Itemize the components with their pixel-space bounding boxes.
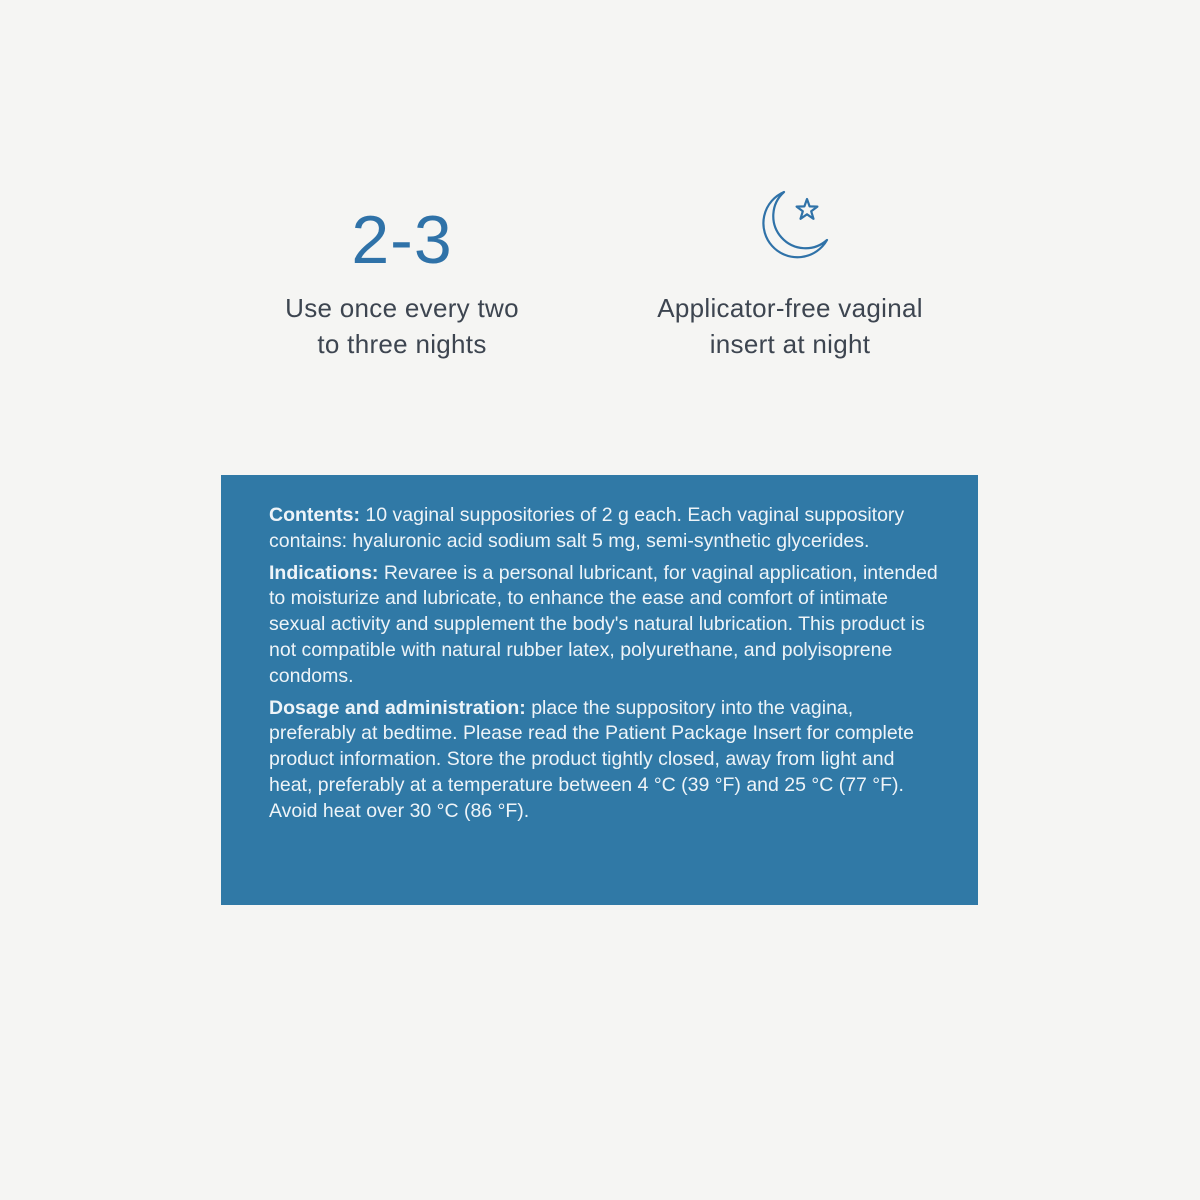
contents-paragraph (269, 503, 938, 555)
frequency-description-line2: to three nights (317, 329, 487, 359)
moon-star-icon (600, 190, 980, 290)
dosage-paragraph (269, 696, 938, 825)
contents-text: 10 vaginal suppositories of 2 g each. Each vaginal suppository contains: hyaluronic acid sodium salt 5 mg, semi-synthetic glycerides. (269, 504, 905, 552)
product-info-panel (221, 475, 978, 905)
dosage-text: place the suppository into the vagina, preferably at bedtime. Please read the Patient Package Insert for complete product information. Store the product tightly closed, away from light and heat, preferably at a temperature between 4 °C (39 °F) and 25 °C (77 °F). Avoid heat over 30 °C (86 °F). (269, 696, 914, 822)
indications-paragraph (269, 561, 938, 690)
frequency-feature (212, 190, 592, 362)
contents-label: Contents: (269, 504, 360, 526)
night-description (600, 290, 980, 362)
night-description-line2: insert at night (709, 329, 871, 359)
night-description-line1: Applicator-free vaginal (657, 293, 923, 323)
frequency-description (212, 290, 592, 362)
dosage-label: Dosage and administration: (269, 696, 526, 719)
frequency-description-line1: Use once every two (285, 293, 519, 323)
indications-text: Revaree is a personal lubricant, for vaginal application, intended to moisturize and lubricate, to enhance the ease and comfort of intimate sexual activity and supplement the body's natural lubrication. This product is not compatible with natural rubber latex, polyurethane, and polyisoprene condoms. (269, 561, 938, 687)
frequency-highlight: 2-3 (351, 202, 453, 278)
night-feature (600, 190, 980, 362)
indications-label: Indications: (269, 561, 379, 584)
